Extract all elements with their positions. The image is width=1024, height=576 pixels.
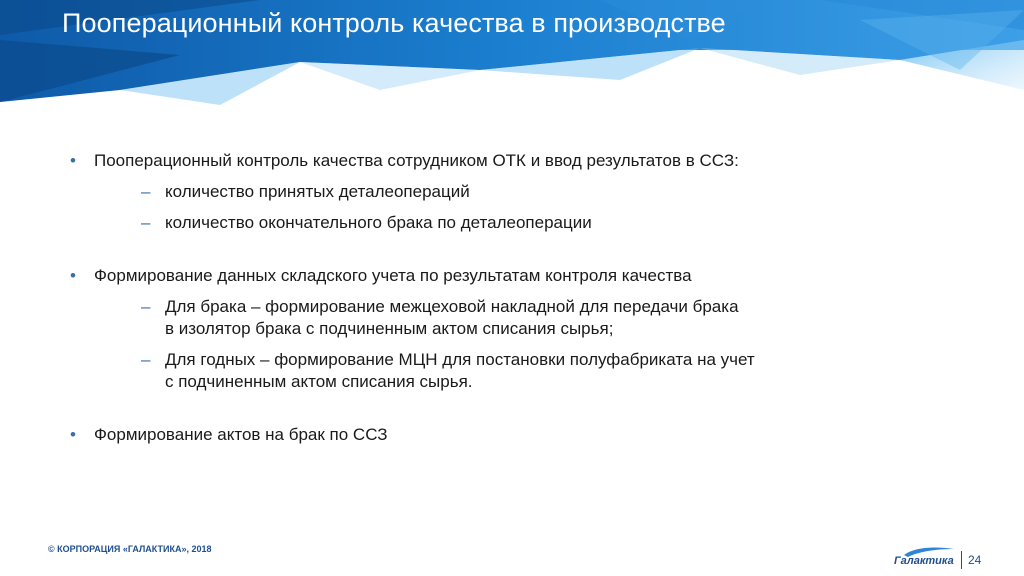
sub-item-text: количество окончательного брака по деталеоперации (165, 213, 592, 232)
bullet-item (70, 150, 970, 234)
slide-title: Пооперационный контроль качества в производстве (62, 8, 726, 38)
sub-list (94, 296, 970, 393)
logo-text: Галактика (894, 555, 954, 567)
bullet-item (70, 424, 970, 446)
header-banner (0, 0, 1024, 110)
sub-item (94, 349, 970, 393)
bullet-dot-icon: • (70, 266, 76, 285)
page-number: 24 (968, 553, 982, 567)
bullet-dot-icon: • (70, 151, 76, 170)
bullet-text: Формирование актов на брак по ССЗ (94, 425, 388, 444)
sub-item (94, 212, 970, 234)
sub-item-text: количество принятых деталеопераций (165, 182, 470, 201)
dash-icon: – (141, 213, 151, 232)
bullet-content (70, 150, 970, 454)
sub-item-text-continuation: с подчиненным актом списания сырья. (165, 372, 473, 391)
bullet-item (70, 265, 970, 393)
sub-item-text: Для брака – формирование межцеховой накладной для передачи брака (165, 297, 739, 316)
dash-icon: – (141, 350, 151, 369)
bullet-text: Пооперационный контроль качества сотрудником ОТК и ввод результатов в ССЗ: (94, 151, 739, 170)
bullet-dot-icon: • (70, 425, 76, 444)
bullet-text: Формирование данных складского учета по результатам контроля качества (94, 266, 692, 285)
company-logo (890, 546, 956, 570)
sub-item (94, 296, 970, 340)
sub-list (94, 181, 970, 234)
sub-item (94, 181, 970, 203)
dash-icon: – (141, 182, 151, 201)
footer-copyright: © КОРПОРАЦИЯ «ГАЛАКТИКА», 2018 (48, 544, 212, 554)
page-number-separator (961, 551, 962, 569)
sub-item-text: Для годных – формирование МЦН для постановки полуфабриката на учет (165, 350, 755, 369)
sub-item-text-continuation: в изолятор брака с подчиненным актом списания сырья; (165, 319, 614, 338)
dash-icon: – (141, 297, 151, 316)
